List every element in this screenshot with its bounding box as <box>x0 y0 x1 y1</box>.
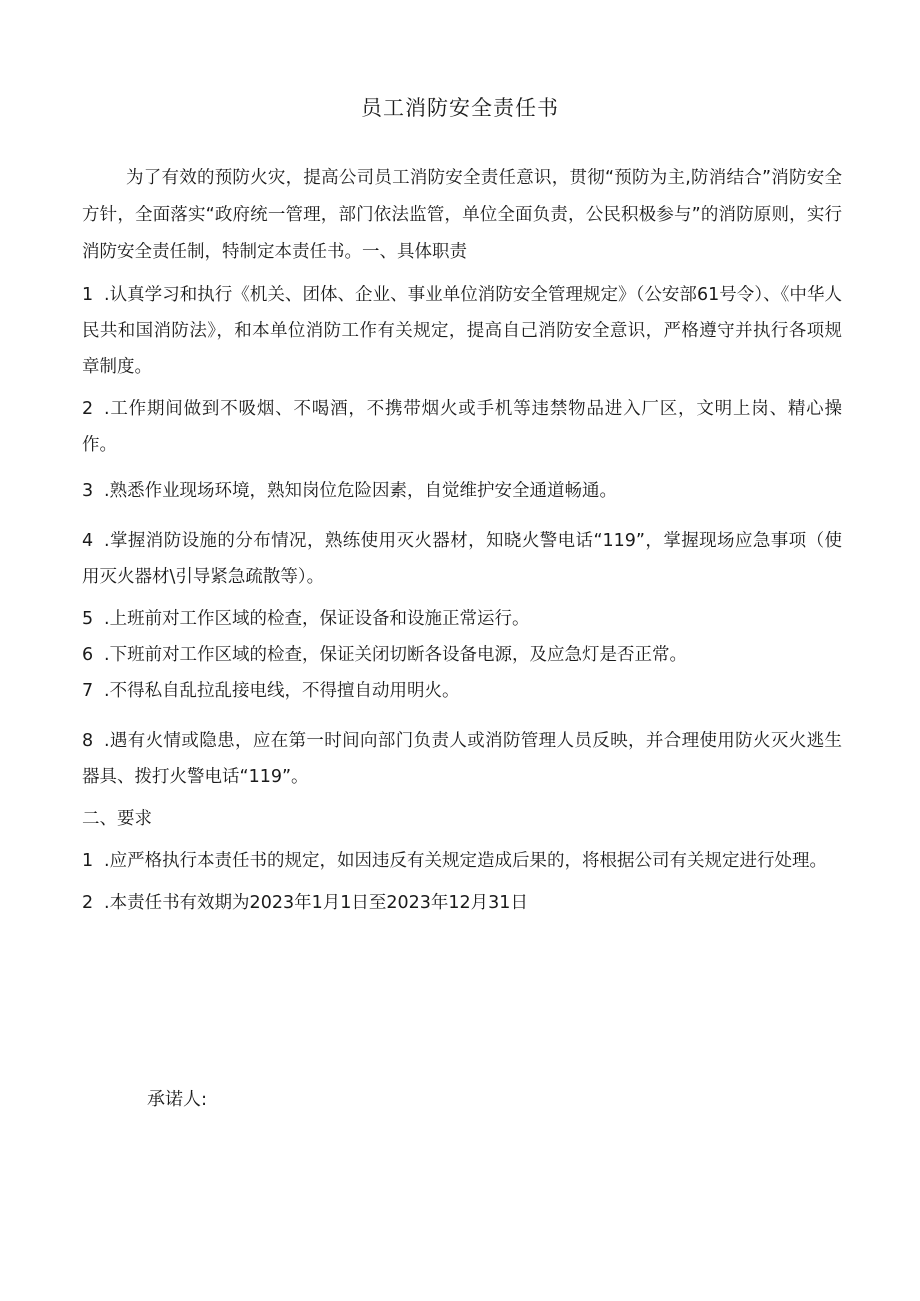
duty-text: .上班前对工作区域的检查，保证设备和设施正常运行。 <box>104 609 530 629</box>
requirements-heading: 二、要求 <box>82 809 152 829</box>
duty-item-3 <box>82 473 842 509</box>
duty-number: 6 <box>82 645 94 665</box>
duty-item-8 <box>82 723 842 795</box>
requirement-item-2 <box>82 885 842 921</box>
duty-number: 1 <box>82 285 94 305</box>
duty-item-7 <box>82 673 842 709</box>
duty-number: 5 <box>82 609 94 629</box>
requirement-item-1 <box>82 843 842 879</box>
duty-text: .认真学习和执行《机关、团体、企业、事业单位消防安全管理规定》（公安部61号令）、《中华人民共和国消防法》，和本单位消防工作有关规定，提高自己消防安全意识，严格遵守并执行各项规章制度。 <box>82 285 842 377</box>
intro-paragraph: 为了有效的预防火灾，提高公司员工消防安全责任意识，贯彻“预防为主,防消结合”消防安全方针，全面落实“政府统一管理，部门依法监管，单位全面负责，公民积极参与”的消防原则，实行消防安全责任制，特制定本责任书。一、具体职责 <box>82 168 842 262</box>
requirement-text: .本责任书有效期为2023年1月1日至2023年12月31日 <box>104 893 528 913</box>
signer-label: 承诺人: <box>147 1089 208 1110</box>
duty-number: 4 <box>82 531 94 551</box>
duty-item-2 <box>82 391 842 463</box>
duty-item-5 <box>82 601 842 637</box>
duty-item-6 <box>82 637 842 673</box>
duty-item-1 <box>82 277 842 385</box>
requirement-number: 2 <box>82 893 94 913</box>
duty-number: 8 <box>82 731 94 751</box>
duty-text: .下班前对工作区域的检查，保证关闭切断各设备电源，及应急灯是否正常。 <box>104 645 688 665</box>
duty-text: .掌握消防设施的分布情况，熟练使用灭火器材，知晓火警电话“119”，掌握现场应急事项（使用灭火器材\引导紧急疏散等）。 <box>82 531 842 587</box>
document-title: 员工消防安全责任书 <box>361 96 559 120</box>
duty-text: .不得私自乱拉乱接电线，不得擅自动用明火。 <box>104 681 460 701</box>
duty-text: .熟悉作业现场环境，熟知岗位危险因素，自觉维护安全通道畅通。 <box>104 481 618 501</box>
duty-text: .工作期间做到不吸烟、不喝酒，不携带烟火或手机等违禁物品进入厂区，文明上岗、精心操作。 <box>82 399 842 455</box>
duty-item-4 <box>82 523 842 595</box>
duty-number: 3 <box>82 481 94 501</box>
requirement-text: .应严格执行本责任书的规定，如因违反有关规定造成后果的，将根据公司有关规定进行处理。 <box>104 851 828 871</box>
duty-text: .遇有火情或隐患，应在第一时间向部门负责人或消防管理人员反映，并合理使用防火灭火逃生器具、拨打火警电话“119”。 <box>82 731 842 787</box>
duty-number: 7 <box>82 681 94 701</box>
duty-number: 2 <box>82 399 94 419</box>
document-body <box>82 160 842 921</box>
requirement-number: 1 <box>82 851 94 871</box>
